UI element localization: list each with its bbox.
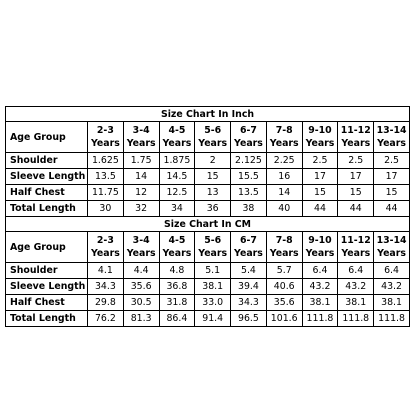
- table-cell: 35.6: [266, 295, 302, 311]
- table-cell: 1.875: [159, 153, 195, 169]
- age-column-header: 11-12 Years: [338, 122, 374, 153]
- table-cell: 12: [123, 185, 159, 201]
- table-cell: 43.2: [374, 279, 410, 295]
- row-label: Total Length: [6, 311, 88, 327]
- table-cell: 15: [302, 185, 338, 201]
- table-cell: 15: [374, 185, 410, 201]
- table-cell: 15.5: [231, 169, 267, 185]
- table-cell: 14.5: [159, 169, 195, 185]
- age-column-header: 11-12 Years: [338, 232, 374, 263]
- table-cell: 40: [266, 201, 302, 217]
- table-row: [6, 169, 410, 185]
- table-cell: 17: [302, 169, 338, 185]
- table-cell: 17: [338, 169, 374, 185]
- table-cell: 111.8: [338, 311, 374, 327]
- table-cell: 34.3: [231, 295, 267, 311]
- age-column-header: 2-3 Years: [88, 232, 124, 263]
- header-row-cm: [6, 232, 410, 263]
- table-cell: 38: [231, 201, 267, 217]
- table-cell: 30.5: [123, 295, 159, 311]
- age-column-header: 4-5 Years: [159, 122, 195, 153]
- table-cell: 13.5: [88, 169, 124, 185]
- table-cell: 14: [123, 169, 159, 185]
- table-cell: 34: [159, 201, 195, 217]
- table-cell: 2.125: [231, 153, 267, 169]
- age-column-header: 13-14 Years: [374, 122, 410, 153]
- age-column-header: 6-7 Years: [231, 122, 267, 153]
- table-cell: 4.8: [159, 263, 195, 279]
- table-cell: 38.1: [195, 279, 231, 295]
- table-cell: 44: [338, 201, 374, 217]
- table-cell: 34.3: [88, 279, 124, 295]
- table-cell: 14: [266, 185, 302, 201]
- table-cell: 86.4: [159, 311, 195, 327]
- table-cell: 36.8: [159, 279, 195, 295]
- age-column-header: 9-10 Years: [302, 232, 338, 263]
- table-cell: 111.8: [374, 311, 410, 327]
- row-label: Half Chest: [6, 295, 88, 311]
- table-cell: 6.4: [302, 263, 338, 279]
- table-cell: 12.5: [159, 185, 195, 201]
- age-column-header: 3-4 Years: [123, 232, 159, 263]
- table-cell: 17: [374, 169, 410, 185]
- table-cell: 2.5: [302, 153, 338, 169]
- section-title-row-cm: [6, 217, 410, 232]
- table-cell: 33.0: [195, 295, 231, 311]
- table-cell: 91.4: [195, 311, 231, 327]
- table-cell: 16: [266, 169, 302, 185]
- table-cell: 81.3: [123, 311, 159, 327]
- table-cell: 40.6: [266, 279, 302, 295]
- age-column-header: 13-14 Years: [374, 232, 410, 263]
- table-cell: 32: [123, 201, 159, 217]
- row-label: Sleeve Length: [6, 169, 88, 185]
- table-cell: 101.6: [266, 311, 302, 327]
- table-cell: 2.5: [338, 153, 374, 169]
- age-column-header: 6-7 Years: [231, 232, 267, 263]
- age-column-header: 5-6 Years: [195, 232, 231, 263]
- row-label: Total Length: [6, 201, 88, 217]
- row-label: Shoulder: [6, 153, 88, 169]
- size-chart-table: [5, 106, 410, 327]
- table-cell: 38.1: [374, 295, 410, 311]
- table-cell: 15: [338, 185, 374, 201]
- table-row: [6, 295, 410, 311]
- table-cell: 6.4: [338, 263, 374, 279]
- table-row: [6, 185, 410, 201]
- table-row: [6, 263, 410, 279]
- section-title-inch: Size Chart In Inch: [6, 107, 410, 122]
- age-column-header: 3-4 Years: [123, 122, 159, 153]
- age-column-header: 9-10 Years: [302, 122, 338, 153]
- table-cell: 11.75: [88, 185, 124, 201]
- section-title-row-inch: [6, 107, 410, 122]
- table-cell: 2: [195, 153, 231, 169]
- table-row: [6, 279, 410, 295]
- table-cell: 4.1: [88, 263, 124, 279]
- table-cell: 13: [195, 185, 231, 201]
- table-cell: 76.2: [88, 311, 124, 327]
- table-row: [6, 311, 410, 327]
- table-cell: 36: [195, 201, 231, 217]
- table-cell: 31.8: [159, 295, 195, 311]
- table-cell: 4.4: [123, 263, 159, 279]
- table-cell: 1.625: [88, 153, 124, 169]
- table-cell: 44: [302, 201, 338, 217]
- age-column-header: 5-6 Years: [195, 122, 231, 153]
- table-cell: 35.6: [123, 279, 159, 295]
- size-chart-body: [6, 107, 410, 327]
- age-group-header: Age Group: [6, 122, 88, 153]
- table-row: [6, 201, 410, 217]
- table-cell: 39.4: [231, 279, 267, 295]
- table-cell: 38.1: [302, 295, 338, 311]
- row-label: Half Chest: [6, 185, 88, 201]
- table-cell: 96.5: [231, 311, 267, 327]
- row-label: Sleeve Length: [6, 279, 88, 295]
- table-cell: 13.5: [231, 185, 267, 201]
- table-cell: 6.4: [374, 263, 410, 279]
- table-cell: 2.25: [266, 153, 302, 169]
- table-cell: 29.8: [88, 295, 124, 311]
- table-cell: 111.8: [302, 311, 338, 327]
- row-label: Shoulder: [6, 263, 88, 279]
- table-cell: 15: [195, 169, 231, 185]
- table-cell: 1.75: [123, 153, 159, 169]
- table-cell: 30: [88, 201, 124, 217]
- age-column-header: 7-8 Years: [266, 232, 302, 263]
- age-column-header: 7-8 Years: [266, 122, 302, 153]
- table-row: [6, 153, 410, 169]
- section-title-cm: Size Chart In CM: [6, 217, 410, 232]
- table-cell: 5.4: [231, 263, 267, 279]
- table-cell: 43.2: [338, 279, 374, 295]
- table-cell: 43.2: [302, 279, 338, 295]
- table-cell: 5.7: [266, 263, 302, 279]
- age-group-header: Age Group: [6, 232, 88, 263]
- table-cell: 38.1: [338, 295, 374, 311]
- table-cell: 44: [374, 201, 410, 217]
- table-cell: 5.1: [195, 263, 231, 279]
- age-column-header: 4-5 Years: [159, 232, 195, 263]
- age-column-header: 2-3 Years: [88, 122, 124, 153]
- header-row-inch: [6, 122, 410, 153]
- table-cell: 2.5: [374, 153, 410, 169]
